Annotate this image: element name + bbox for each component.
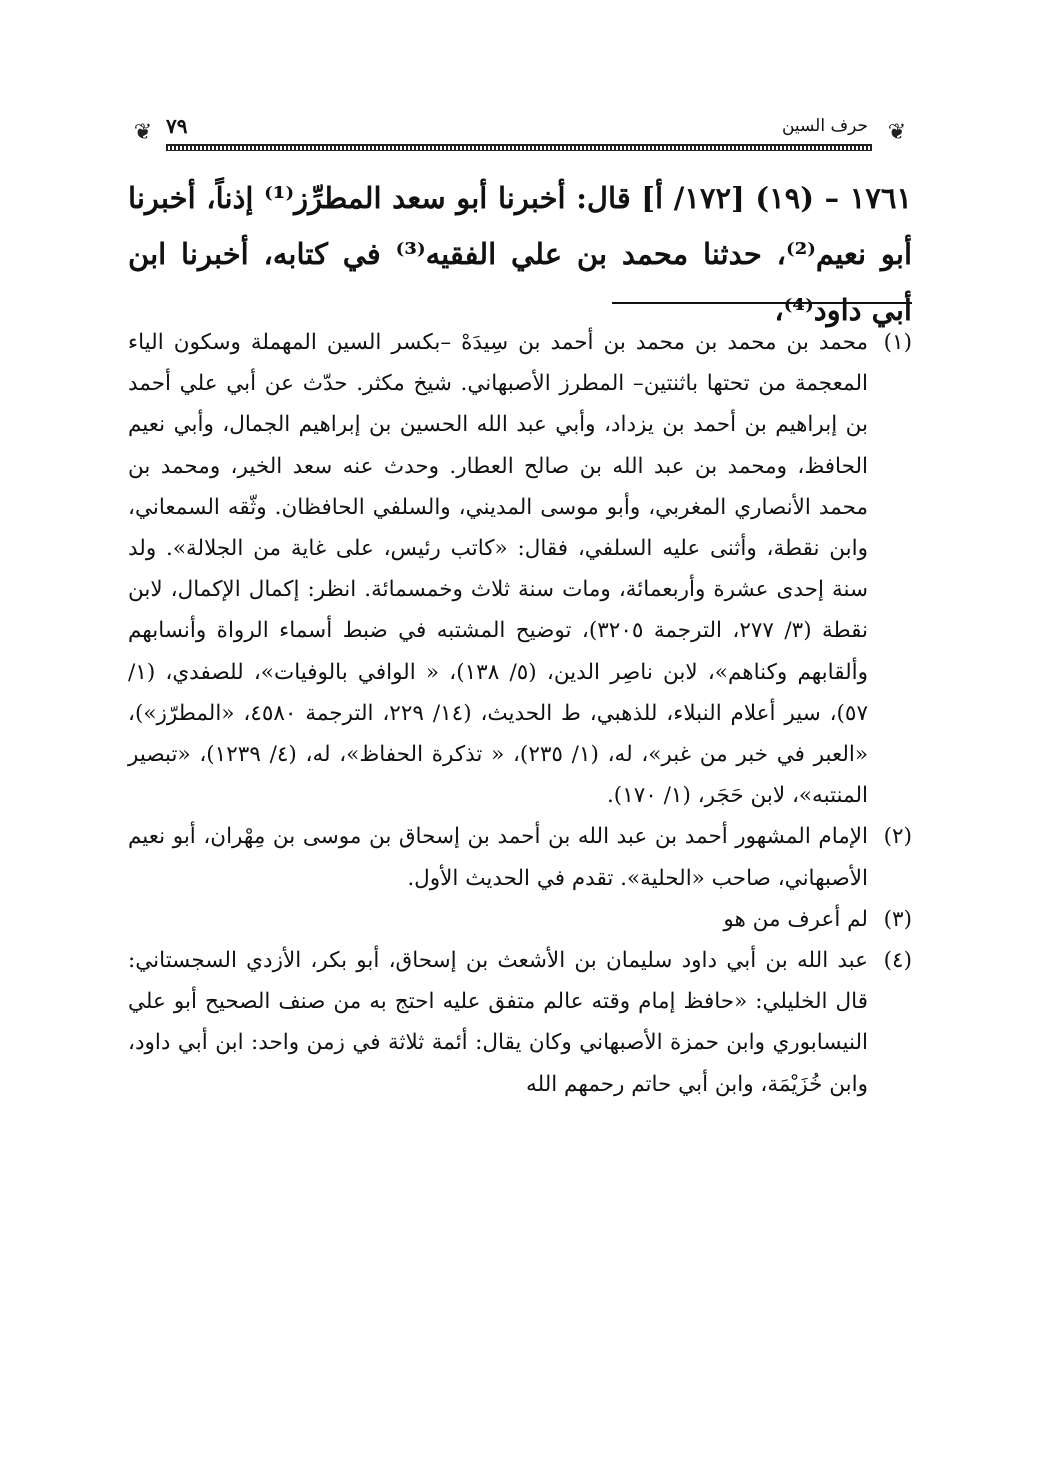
hadith-text [128, 170, 912, 338]
footnote-number: (٤) [883, 948, 912, 974]
floral-ornament-icon: ❦ [133, 120, 153, 145]
footnote [128, 899, 912, 940]
footnote [128, 322, 912, 816]
footnote-number: (٢) [883, 824, 912, 850]
footnotes [128, 322, 912, 1105]
chapter-title: حرف السين [778, 116, 872, 136]
page-number: ٧٩ [162, 114, 191, 138]
footnote-text: الإمام المشهور أحمد بن عبد الله بن أحمد بن إسحاق بن موسى بن مِهْران، أبو نعيم الأصبهاني، صاحب «الحلية». تقدم في الحديث الأول. [128, 824, 868, 891]
footnote-text: لم أعرف من هو [723, 906, 868, 932]
footnote [128, 940, 912, 1105]
footnote [128, 816, 912, 898]
footnote-text: عبد الله بن أبي داود سليمان بن الأشعث بن إسحاق، أبو بكر، الأزدي السجستاني: قال الخليلي: «حافظ إمام وقته عالم متفق عليه احتج به من صنف الصحيح أبو علي النيسابوري وابن حمزة الأصبهاني وكان يقال: أئمة ثلاثة في زمن واحد: ابن أبي داود، وابن خُزَيْمَة، وابن أبي حاتم رحمهم الله [128, 948, 868, 1097]
running-header [128, 112, 912, 150]
footnote-separator [612, 302, 912, 304]
header-rule [166, 144, 872, 151]
footnote-number: (١) [883, 330, 912, 355]
footnote-number: (٣) [883, 906, 912, 932]
hadith-paragraph: ١٧٦١ – (١٩) [١٧٢/ أ] قال: أخبرنا أبو سعد المطرِّز⁽¹⁾ إذناً، أخبرنا أبو نعيم⁽²⁾، حدثنا محمد بن علي الفقيه⁽³⁾ في كتابه، أخبرنا ابن أبي داود⁽⁴⁾، [128, 181, 912, 327]
floral-ornament-icon: ❦ [887, 120, 907, 145]
footnote-text: محمد بن محمد بن محمد بن أحمد بن سِيدَهْ –بكسر السين المهملة وسكون الياء المعجمة من تحتها باثنتين– المطرز الأصبهاني. شيخ مكثر. حدّث عن أبي علي أحمد بن إبراهيم بن أحمد بن يزداد، وأبي عبد الله الحسين بن إبراهيم الجمال، وأبي نعيم الحافظ، ومحمد بن عبد الله بن صالح العطار. وحدث عنه سعد الخير، ومحمد بن محمد الأنصاري المغربي، وأبو موسى المديني، والسلفي الحافظان. وثّقه السمعاني، وابن نقطة، وأثنى عليه السلفي، فقال: «كاتب رئيس، على غاية من الجلالة». ولد سنة إحدى عشرة وأربعمائة، ومات سنة ثلاث وخمسمائة. انظر: إكمال الإكمال، لابن نقطة (٣/ ٢٧٧، الترجمة ٣٢٠٥)، توضيح المشتبه في ضبط أسماء الرواة وأنسابهم وألقابهم وكناهم»، لابن ناصِر الدين، (٥/ ١٣٨)، « الوافي بالوفيات»، للصفدي، (١/ ٥٧)، سير أعلام النبلاء، للذهبي، ط الحديث، (١٤/ ٢٢٩، الترجمة ٤٥٨٠، «المطرّز»)، «العبر في خبر من غبر»، له، (١/ ٢٣٥)، « تذكرة الحفاظ»، له، (٤/ ١٢٣٩)، «تبصير المنتبه»، لابن حَجَر، (١/ ١٧٠). [128, 330, 869, 809]
